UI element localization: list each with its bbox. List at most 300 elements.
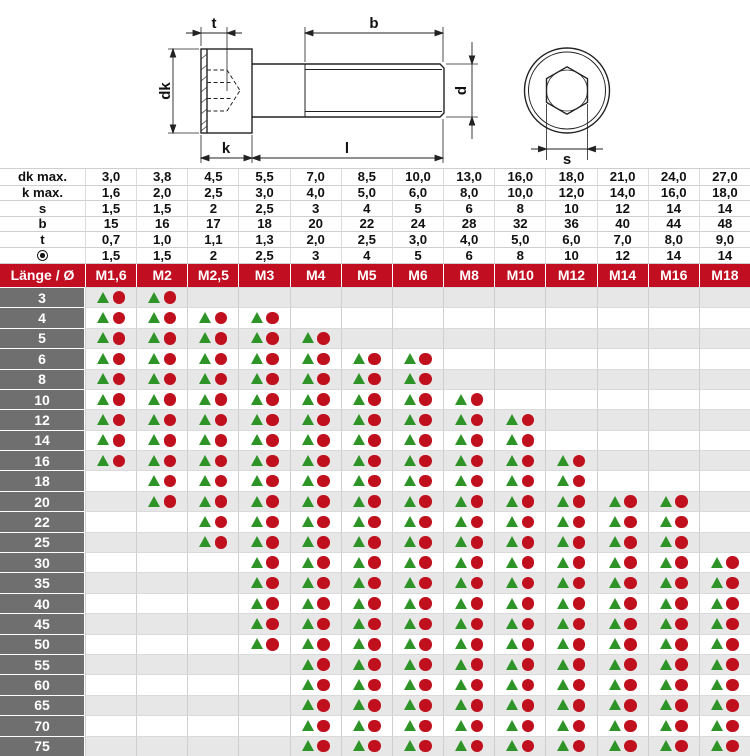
triangle-icon	[404, 475, 416, 486]
availability-cell	[545, 654, 596, 674]
circle-icon	[113, 373, 126, 386]
circle-icon	[471, 618, 484, 631]
availability-cell	[290, 715, 341, 735]
dim-value-cell: 1,1	[187, 231, 238, 247]
dim-value-cell: 1,5	[136, 247, 187, 263]
triangle-icon	[148, 455, 160, 466]
triangle-icon	[302, 557, 314, 568]
dim-value-cell: 2,5	[341, 231, 392, 247]
triangle-icon	[302, 598, 314, 609]
dim-value-cell: 40	[597, 216, 648, 232]
availability-cell	[597, 491, 648, 511]
availability-cell	[341, 572, 392, 592]
availability-cell	[443, 715, 494, 735]
availability-cell	[187, 532, 238, 552]
availability-cell	[187, 369, 238, 389]
availability-cell	[494, 613, 545, 633]
availability-cell	[443, 470, 494, 490]
availability-cell	[136, 511, 187, 531]
triangle-icon	[506, 414, 518, 425]
triangle-icon	[506, 516, 518, 527]
triangle-icon	[557, 516, 569, 527]
circle-icon	[266, 353, 279, 366]
availability-cell	[494, 634, 545, 654]
availability-cell	[85, 369, 136, 389]
availability-cell	[699, 409, 750, 429]
availability-cell	[187, 634, 238, 654]
circle-icon	[624, 597, 637, 610]
circle-icon	[368, 720, 381, 733]
circle-icon	[624, 699, 637, 712]
availability-cell	[392, 552, 443, 572]
triangle-icon	[97, 292, 109, 303]
triangle-icon	[455, 414, 467, 425]
circle-icon	[215, 455, 228, 468]
availability-cell	[85, 287, 136, 307]
triangle-icon	[455, 557, 467, 568]
triangle-icon	[97, 353, 109, 364]
triangle-icon	[302, 720, 314, 731]
availability-cell	[238, 307, 289, 327]
availability-cell	[136, 654, 187, 674]
circle-icon	[675, 740, 688, 753]
length-label: 50	[0, 634, 85, 654]
circle-icon	[317, 332, 330, 345]
availability-cell	[494, 470, 545, 490]
circle-icon	[113, 434, 126, 447]
circle-icon	[266, 495, 279, 508]
availability-cell	[136, 450, 187, 470]
availability-cell	[597, 307, 648, 327]
circle-icon	[471, 434, 484, 447]
dim-value-cell: 4,0	[443, 231, 494, 247]
circle-icon	[522, 536, 535, 549]
availability-cell	[187, 287, 238, 307]
availability-cell	[443, 348, 494, 368]
availability-cell	[597, 695, 648, 715]
length-label: 4	[0, 307, 85, 327]
size-header-m18: M18	[699, 264, 750, 287]
dim-value-cell: 2,5	[238, 247, 289, 263]
availability-cell	[392, 593, 443, 613]
availability-cell	[85, 532, 136, 552]
dim-value-cell: 1,6	[85, 185, 136, 201]
circle-icon	[317, 414, 330, 427]
dim-value-cell: 4,5	[187, 169, 238, 185]
availability-cell	[443, 450, 494, 470]
length-label: 75	[0, 736, 85, 756]
availability-cell	[290, 695, 341, 715]
triangle-icon	[660, 557, 672, 568]
availability-cell	[545, 470, 596, 490]
triangle-icon	[251, 455, 263, 466]
availability-cell	[85, 348, 136, 368]
triangle-icon	[506, 679, 518, 690]
circle-icon	[368, 414, 381, 427]
availability-cell	[136, 287, 187, 307]
triangle-icon	[506, 455, 518, 466]
triangle-icon	[609, 699, 621, 710]
triangle-icon	[404, 394, 416, 405]
availability-cell	[136, 695, 187, 715]
length-label: 20	[0, 491, 85, 511]
dim-value-cell: 5	[392, 200, 443, 216]
triangle-icon	[302, 455, 314, 466]
dim-value-cell: 3,0	[392, 231, 443, 247]
availability-cell	[392, 715, 443, 735]
dim-value-cell: 3	[290, 247, 341, 263]
length-row-60	[0, 674, 750, 694]
circle-icon	[573, 455, 586, 468]
availability-cell	[494, 695, 545, 715]
availability-cell	[443, 409, 494, 429]
triangle-icon	[557, 475, 569, 486]
triangle-icon	[251, 618, 263, 629]
availability-cell	[392, 348, 443, 368]
circle-icon	[726, 618, 739, 631]
availability-cell	[290, 674, 341, 694]
circle-icon	[113, 332, 126, 345]
availability-cell	[238, 532, 289, 552]
dim-value-cell: 8	[494, 200, 545, 216]
availability-cell	[597, 470, 648, 490]
availability-cell	[290, 736, 341, 756]
circle-icon	[624, 495, 637, 508]
availability-cell	[699, 654, 750, 674]
availability-cell	[392, 450, 443, 470]
triangle-icon	[455, 618, 467, 629]
circle-icon	[522, 434, 535, 447]
triangle-icon	[148, 353, 160, 364]
circle-icon	[573, 618, 586, 631]
availability-cell	[238, 348, 289, 368]
availability-cell	[290, 450, 341, 470]
availability-cell	[648, 409, 699, 429]
triangle-icon	[353, 557, 365, 568]
dim-value-cell: 18,0	[545, 169, 596, 185]
triangle-icon	[609, 659, 621, 670]
availability-cell	[85, 736, 136, 756]
availability-cell	[597, 715, 648, 735]
circle-icon	[573, 577, 586, 590]
availability-cell	[648, 369, 699, 389]
availability-cell	[443, 674, 494, 694]
dim-value-cell: 6	[443, 247, 494, 263]
circle-icon	[368, 577, 381, 590]
triangle-icon	[353, 353, 365, 364]
triangle-icon	[353, 679, 365, 690]
circle-icon	[471, 475, 484, 488]
availability-cell	[392, 634, 443, 654]
triangle-icon	[711, 720, 723, 731]
dim-value-cell: 32	[494, 216, 545, 232]
dim-value-cell: 8,0	[648, 231, 699, 247]
length-row-16	[0, 450, 750, 470]
triangle-icon	[609, 496, 621, 507]
availability-cell	[238, 511, 289, 531]
triangle-icon	[557, 455, 569, 466]
length-row-22	[0, 511, 750, 531]
dim-value-cell: 16,0	[494, 169, 545, 185]
availability-cell	[648, 287, 699, 307]
triangle-icon	[609, 516, 621, 527]
circle-icon	[471, 597, 484, 610]
circle-icon	[471, 536, 484, 549]
circle-icon	[675, 720, 688, 733]
availability-cell	[341, 695, 392, 715]
length-row-18	[0, 470, 750, 490]
availability-cell	[290, 613, 341, 633]
dim-value-cell: 20	[290, 216, 341, 232]
length-label: 30	[0, 552, 85, 572]
dim-value-cell: 14	[699, 247, 750, 263]
availability-cell	[494, 430, 545, 450]
availability-cell	[136, 552, 187, 572]
hex-key-icon-core	[40, 253, 45, 258]
triangle-icon	[199, 455, 211, 466]
triangle-icon	[251, 496, 263, 507]
availability-cell	[699, 328, 750, 348]
availability-cell	[187, 470, 238, 490]
availability-cell	[85, 593, 136, 613]
length-row-30	[0, 552, 750, 572]
triangle-icon	[97, 332, 109, 343]
dim-value-cell: 1,5	[85, 200, 136, 216]
circle-icon	[624, 577, 637, 590]
circle-icon	[471, 393, 484, 406]
length-label: 5	[0, 328, 85, 348]
circle-icon	[368, 699, 381, 712]
length-row-6	[0, 348, 750, 368]
triangle-icon	[557, 557, 569, 568]
triangle-icon	[302, 699, 314, 710]
triangle-icon	[353, 598, 365, 609]
triangle-icon	[609, 740, 621, 751]
triangle-icon	[557, 536, 569, 547]
availability-cell	[136, 307, 187, 327]
circle-icon	[368, 434, 381, 447]
dim-value-cell: 2,5	[238, 200, 289, 216]
triangle-icon	[251, 373, 263, 384]
availability-cell	[392, 491, 443, 511]
triangle-icon	[455, 475, 467, 486]
triangle-icon	[148, 434, 160, 445]
availability-cell	[238, 593, 289, 613]
circle-icon	[471, 658, 484, 671]
circle-icon	[164, 312, 177, 325]
circle-icon	[624, 516, 637, 529]
knurl-ticks	[201, 54, 207, 131]
availability-cell	[85, 389, 136, 409]
circle-icon	[522, 455, 535, 468]
circle-icon	[675, 597, 688, 610]
dim-value-cell: 5	[392, 247, 443, 263]
availability-cell	[187, 491, 238, 511]
availability-cell	[290, 593, 341, 613]
triangle-icon	[353, 434, 365, 445]
circle-icon	[522, 556, 535, 569]
triangle-icon	[404, 516, 416, 527]
circle-icon	[726, 658, 739, 671]
circle-icon	[419, 353, 432, 366]
circle-icon	[419, 618, 432, 631]
availability-cell	[545, 369, 596, 389]
circle-icon	[164, 414, 177, 427]
dim-value-cell: 22	[341, 216, 392, 232]
triangle-icon	[302, 740, 314, 751]
availability-cell	[545, 328, 596, 348]
circle-icon	[522, 740, 535, 753]
dim-value-cell: 3	[290, 200, 341, 216]
availability-cell	[290, 470, 341, 490]
triangle-icon	[353, 516, 365, 527]
availability-cell	[443, 593, 494, 613]
length-diameter-header: Länge / Ø	[0, 264, 85, 287]
triangle-icon	[711, 638, 723, 649]
availability-cell	[290, 369, 341, 389]
dim-value-cell: 2	[187, 200, 238, 216]
availability-cell	[648, 736, 699, 756]
availability-cell	[238, 389, 289, 409]
availability-cell	[85, 491, 136, 511]
availability-cell	[238, 695, 289, 715]
circle-icon	[266, 332, 279, 345]
availability-cell	[290, 389, 341, 409]
triangle-icon	[711, 598, 723, 609]
length-label: 6	[0, 348, 85, 368]
dim-value-cell: 10	[545, 200, 596, 216]
availability-cell	[187, 572, 238, 592]
length-label: 3	[0, 287, 85, 307]
availability-cell	[597, 287, 648, 307]
circle-icon	[419, 475, 432, 488]
availability-cell	[443, 389, 494, 409]
availability-cell	[443, 369, 494, 389]
circle-icon	[522, 638, 535, 651]
triangle-icon	[199, 312, 211, 323]
availability-cell	[545, 409, 596, 429]
availability-cell	[136, 613, 187, 633]
circle-icon	[624, 720, 637, 733]
length-row-70	[0, 715, 750, 735]
availability-cell	[238, 572, 289, 592]
availability-cell	[545, 430, 596, 450]
circle-icon	[164, 332, 177, 345]
availability-cell	[545, 634, 596, 654]
circle-icon	[266, 475, 279, 488]
availability-cell	[648, 593, 699, 613]
triangle-icon	[404, 618, 416, 629]
triangle-icon	[199, 414, 211, 425]
availability-cell	[494, 287, 545, 307]
availability-cell	[85, 328, 136, 348]
availability-cell	[494, 328, 545, 348]
availability-cell	[136, 328, 187, 348]
circle-icon	[675, 495, 688, 508]
triangle-icon	[353, 618, 365, 629]
circle-icon	[573, 638, 586, 651]
availability-cell	[290, 491, 341, 511]
circle-icon	[368, 516, 381, 529]
circle-icon	[368, 618, 381, 631]
triangle-icon	[97, 414, 109, 425]
availability-cell	[341, 328, 392, 348]
triangle-icon	[660, 516, 672, 527]
availability-cell	[290, 654, 341, 674]
availability-cell	[699, 307, 750, 327]
dim-value-cell: 2,0	[290, 231, 341, 247]
dim-value-cell: 10,0	[494, 185, 545, 201]
triangle-icon	[506, 577, 518, 588]
availability-cell	[494, 409, 545, 429]
availability-cell	[187, 613, 238, 633]
availability-cell	[85, 470, 136, 490]
triangle-icon	[302, 332, 314, 343]
availability-cell	[238, 470, 289, 490]
circle-icon	[471, 516, 484, 529]
availability-cell	[648, 532, 699, 552]
availability-cell	[597, 593, 648, 613]
availability-matrix	[0, 287, 750, 756]
availability-cell	[597, 369, 648, 389]
circle-icon	[215, 516, 228, 529]
size-header-m3: M3	[238, 264, 289, 287]
size-header-m14: M14	[597, 264, 648, 287]
dim-value-cell: 5,0	[494, 231, 545, 247]
triangle-icon	[404, 434, 416, 445]
triangle-icon	[660, 496, 672, 507]
circle-icon	[266, 455, 279, 468]
availability-cell	[443, 511, 494, 531]
triangle-icon	[455, 394, 467, 405]
dim-value-cell: 2,5	[187, 185, 238, 201]
circle-icon	[726, 699, 739, 712]
availability-cell	[699, 634, 750, 654]
length-row-20	[0, 491, 750, 511]
circle-icon	[215, 353, 228, 366]
circle-icon	[419, 455, 432, 468]
triangle-icon	[660, 618, 672, 629]
availability-cell	[648, 715, 699, 735]
availability-cell	[494, 654, 545, 674]
dim-value-cell: 18	[238, 216, 289, 232]
circle-icon	[522, 679, 535, 692]
triangle-icon	[609, 679, 621, 690]
availability-cell	[699, 552, 750, 572]
availability-cell	[699, 532, 750, 552]
availability-cell	[187, 307, 238, 327]
circle-icon	[675, 618, 688, 631]
availability-cell	[238, 409, 289, 429]
triangle-icon	[506, 740, 518, 751]
circle-icon	[164, 475, 177, 488]
circle-icon	[522, 597, 535, 610]
circle-icon	[726, 720, 739, 733]
availability-cell	[85, 572, 136, 592]
availability-cell	[290, 511, 341, 531]
triangle-icon	[353, 659, 365, 670]
length-label: 14	[0, 430, 85, 450]
circle-icon	[215, 332, 228, 345]
availability-cell	[597, 328, 648, 348]
circle-icon	[164, 353, 177, 366]
triangle-icon	[711, 740, 723, 751]
triangle-icon	[251, 598, 263, 609]
availability-cell	[238, 450, 289, 470]
circle-icon	[419, 638, 432, 651]
circle-icon	[368, 536, 381, 549]
availability-cell	[187, 593, 238, 613]
